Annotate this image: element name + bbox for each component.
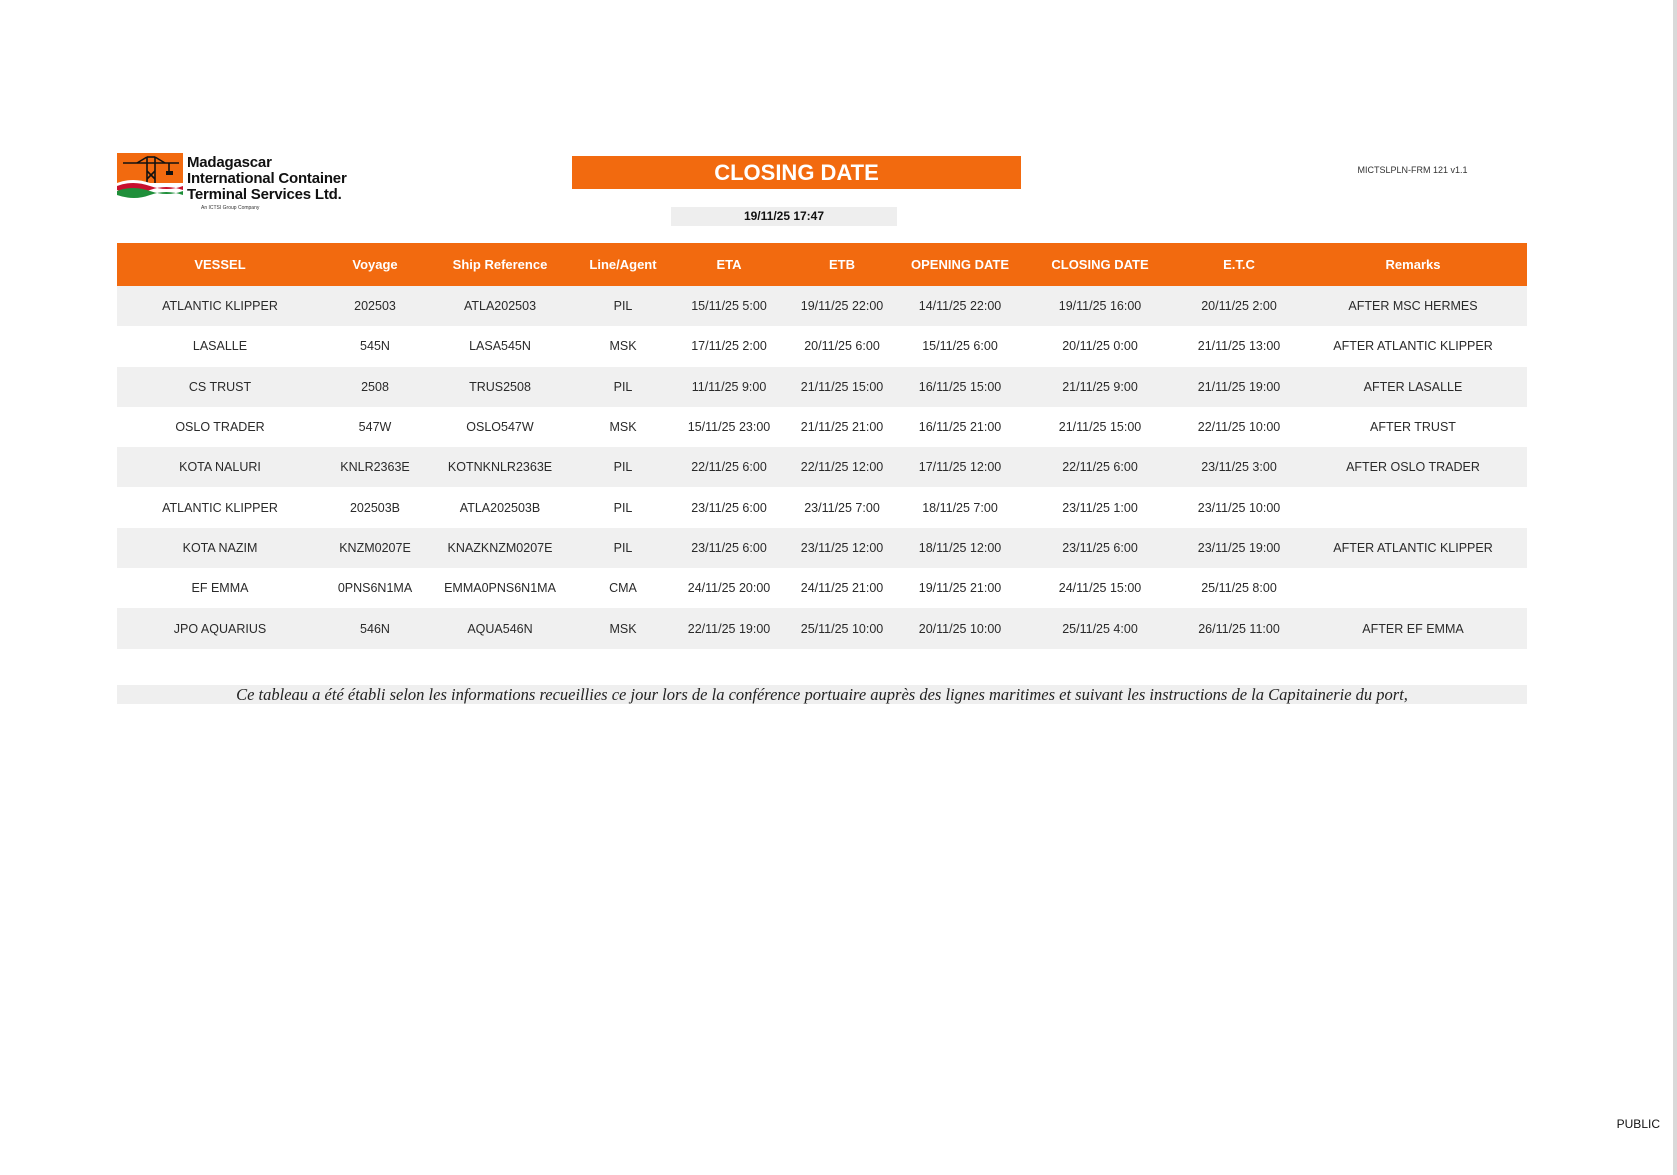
cell-opening-date: 20/11/25 10:00 (899, 608, 1021, 648)
cell-opening-date: 19/11/25 21:00 (899, 568, 1021, 608)
cell-remarks: AFTER EF EMMA (1299, 608, 1527, 648)
cell-ship-reference: ATLA202503B (427, 487, 573, 527)
cell-ship-reference: KOTNKNLR2363E (427, 447, 573, 487)
cell-etc: 23/11/25 3:00 (1179, 447, 1299, 487)
cell-ship-reference: AQUA546N (427, 608, 573, 648)
column-header-line-agent: Line/Agent (573, 243, 673, 286)
table-row (117, 447, 1527, 487)
cell-etc: 20/11/25 2:00 (1179, 286, 1299, 326)
cell-vessel: JPO AQUARIUS (117, 608, 323, 648)
cell-etb: 19/11/25 22:00 (785, 286, 899, 326)
cell-line-agent: PIL (573, 487, 673, 527)
cell-vessel: LASALLE (117, 326, 323, 366)
cell-etb: 24/11/25 21:00 (785, 568, 899, 608)
cell-voyage: 202503 (323, 286, 427, 326)
cell-closing-date: 24/11/25 15:00 (1021, 568, 1179, 608)
cell-eta: 11/11/25 9:00 (673, 367, 785, 407)
cell-opening-date: 16/11/25 15:00 (899, 367, 1021, 407)
cell-ship-reference: OSLO547W (427, 407, 573, 447)
cell-line-agent: CMA (573, 568, 673, 608)
cell-closing-date: 23/11/25 1:00 (1021, 487, 1179, 527)
cell-eta: 24/11/25 20:00 (673, 568, 785, 608)
cell-eta: 15/11/25 23:00 (673, 407, 785, 447)
cell-ship-reference: KNAZKNZM0207E (427, 528, 573, 568)
cell-line-agent: MSK (573, 326, 673, 366)
page-title: CLOSING DATE (572, 156, 1021, 189)
cell-remarks: AFTER ATLANTIC KLIPPER (1299, 326, 1527, 366)
column-header-voyage: Voyage (323, 243, 427, 286)
cell-etc: 23/11/25 10:00 (1179, 487, 1299, 527)
cell-line-agent: PIL (573, 286, 673, 326)
page-edge (1673, 0, 1677, 1175)
table-row (117, 326, 1527, 366)
cell-voyage: 546N (323, 608, 427, 648)
cell-vessel: ATLANTIC KLIPPER (117, 487, 323, 527)
cell-etc: 23/11/25 19:00 (1179, 528, 1299, 568)
cell-etc: 21/11/25 19:00 (1179, 367, 1299, 407)
company-name-line3: Terminal Services Ltd. (187, 186, 342, 203)
cell-ship-reference: LASA545N (427, 326, 573, 366)
column-header-closing-date: CLOSING DATE (1021, 243, 1179, 286)
company-name (187, 155, 347, 203)
cell-closing-date: 25/11/25 4:00 (1021, 608, 1179, 648)
cell-etb: 23/11/25 12:00 (785, 528, 899, 568)
classification-label: PUBLIC (1616, 1117, 1660, 1131)
company-name-line1: Madagascar (187, 154, 272, 171)
cell-eta: 17/11/25 2:00 (673, 326, 785, 366)
cell-remarks: AFTER ATLANTIC KLIPPER (1299, 528, 1527, 568)
form-code: MICTSLPLN-FRM 121 v1.1 (1357, 165, 1468, 175)
cell-voyage: KNLR2363E (323, 447, 427, 487)
cell-etb: 25/11/25 10:00 (785, 608, 899, 648)
cell-etb: 23/11/25 7:00 (785, 487, 899, 527)
cell-etb: 22/11/25 12:00 (785, 447, 899, 487)
cell-voyage: 547W (323, 407, 427, 447)
cell-voyage: KNZM0207E (323, 528, 427, 568)
cell-eta: 23/11/25 6:00 (673, 487, 785, 527)
column-header-etc: E.T.C (1179, 243, 1299, 286)
cell-vessel: KOTA NAZIM (117, 528, 323, 568)
cell-remarks (1299, 487, 1527, 527)
cell-closing-date: 21/11/25 9:00 (1021, 367, 1179, 407)
cell-line-agent: PIL (573, 367, 673, 407)
cell-closing-date: 20/11/25 0:00 (1021, 326, 1179, 366)
cell-etb: 20/11/25 6:00 (785, 326, 899, 366)
cell-line-agent: MSK (573, 608, 673, 648)
cell-etc: 22/11/25 10:00 (1179, 407, 1299, 447)
table-header-row (117, 243, 1527, 286)
cell-vessel: CS TRUST (117, 367, 323, 407)
cell-line-agent: PIL (573, 447, 673, 487)
column-header-remarks: Remarks (1299, 243, 1527, 286)
table-row (117, 367, 1527, 407)
cell-eta: 22/11/25 6:00 (673, 447, 785, 487)
cell-opening-date: 18/11/25 12:00 (899, 528, 1021, 568)
cell-etb: 21/11/25 21:00 (785, 407, 899, 447)
cell-etc: 21/11/25 13:00 (1179, 326, 1299, 366)
cell-line-agent: MSK (573, 407, 673, 447)
cell-etc: 25/11/25 8:00 (1179, 568, 1299, 608)
cell-remarks: AFTER TRUST (1299, 407, 1527, 447)
table-row (117, 286, 1527, 326)
cell-vessel: EF EMMA (117, 568, 323, 608)
cell-remarks: AFTER LASALLE (1299, 367, 1527, 407)
column-header-eta: ETA (673, 243, 785, 286)
cell-closing-date: 22/11/25 6:00 (1021, 447, 1179, 487)
cell-etc: 26/11/25 11:00 (1179, 608, 1299, 648)
cell-voyage: 545N (323, 326, 427, 366)
table-row (117, 568, 1527, 608)
cell-remarks: AFTER MSC HERMES (1299, 286, 1527, 326)
table-row (117, 407, 1527, 447)
cell-ship-reference: ATLA202503 (427, 286, 573, 326)
cell-eta: 15/11/25 5:00 (673, 286, 785, 326)
cell-voyage: 2508 (323, 367, 427, 407)
cell-remarks (1299, 568, 1527, 608)
cell-etb: 21/11/25 15:00 (785, 367, 899, 407)
footnote: Ce tableau a été établi selon les informations recueillies ce jour lors de la conférence portuaire auprès des lignes maritimes et suivant les instructions de la Capitainerie du port, (117, 685, 1527, 704)
cell-opening-date: 15/11/25 6:00 (899, 326, 1021, 366)
cell-eta: 23/11/25 6:00 (673, 528, 785, 568)
cell-line-agent: PIL (573, 528, 673, 568)
table-row (117, 487, 1527, 527)
cell-opening-date: 16/11/25 21:00 (899, 407, 1021, 447)
cell-closing-date: 23/11/25 6:00 (1021, 528, 1179, 568)
cell-closing-date: 19/11/25 16:00 (1021, 286, 1179, 326)
column-header-vessel: VESSEL (117, 243, 323, 286)
company-logo (117, 153, 357, 213)
vessel-schedule-table (117, 243, 1527, 649)
cell-opening-date: 17/11/25 12:00 (899, 447, 1021, 487)
cell-voyage: 0PNS6N1MA (323, 568, 427, 608)
cell-ship-reference: TRUS2508 (427, 367, 573, 407)
column-header-etb: ETB (785, 243, 899, 286)
cell-remarks: AFTER OSLO TRADER (1299, 447, 1527, 487)
cell-vessel: ATLANTIC KLIPPER (117, 286, 323, 326)
column-header-ship-reference: Ship Reference (427, 243, 573, 286)
report-timestamp: 19/11/25 17:47 (671, 207, 897, 226)
cell-vessel: OSLO TRADER (117, 407, 323, 447)
company-name-line2: International Container (187, 170, 347, 187)
company-group-tagline: An ICTSI Group Company (201, 205, 260, 211)
cell-eta: 22/11/25 19:00 (673, 608, 785, 648)
column-header-opening-date: OPENING DATE (899, 243, 1021, 286)
cell-opening-date: 14/11/25 22:00 (899, 286, 1021, 326)
cell-ship-reference: EMMA0PNS6N1MA (427, 568, 573, 608)
cell-closing-date: 21/11/25 15:00 (1021, 407, 1179, 447)
table-row (117, 608, 1527, 648)
crane-logo-icon (117, 153, 183, 201)
cell-voyage: 202503B (323, 487, 427, 527)
cell-opening-date: 18/11/25 7:00 (899, 487, 1021, 527)
table-row (117, 528, 1527, 568)
cell-vessel: KOTA NALURI (117, 447, 323, 487)
